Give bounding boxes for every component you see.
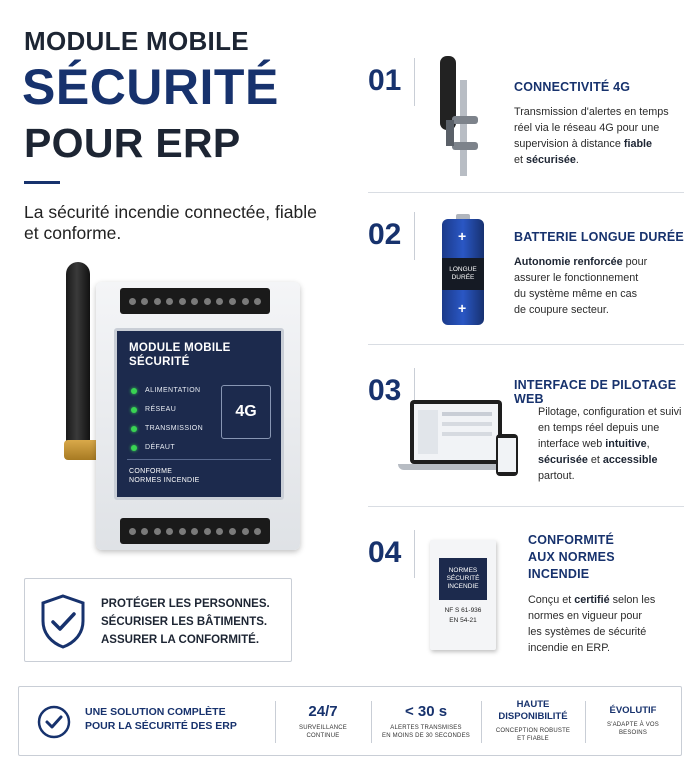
caption-line: S'ADAPTE À VOS	[607, 722, 659, 728]
benefit-value-line-2: DISPONIBILITÉ	[498, 711, 568, 722]
text-line	[514, 136, 684, 152]
check-circle-icon	[37, 705, 71, 739]
feature-number: 03	[368, 374, 402, 407]
indicator-label: TRANSMISSION	[145, 425, 204, 432]
module-device-illustration	[30, 262, 300, 552]
benefit-caption	[382, 724, 470, 740]
text-line: Pilotage, configuration et suivi	[538, 406, 682, 418]
feature-divider	[414, 58, 415, 106]
text-span: interface web	[538, 438, 606, 450]
plus-icon: +	[458, 228, 467, 244]
text-line: partout.	[538, 470, 575, 482]
benefit-caption	[496, 727, 570, 743]
text-line: normes en vigueur pour	[528, 610, 643, 622]
laptop-phone-icon	[398, 400, 522, 482]
text-emphasis: Autonomie renforcée	[514, 256, 623, 268]
feature-title-line-3: INCENDIE	[528, 567, 590, 581]
protect-line-2: SÉCURISER LES BÂTIMENTS.	[101, 616, 268, 628]
status-led-icon	[131, 388, 137, 394]
panel-footer-line-2: NORMES INCENDIE	[129, 477, 200, 484]
feature-title	[528, 532, 615, 583]
feature-number: 02	[368, 218, 402, 251]
indicator-defaut	[131, 444, 175, 451]
indicator-alimentation	[131, 387, 201, 394]
text-span: selon les	[609, 594, 656, 606]
doc-title-line-3: INCENDIE	[447, 583, 479, 590]
shield-check-icon	[39, 593, 87, 649]
benefit-value-line-1: HAUTE	[516, 699, 550, 710]
benefit-caption	[607, 721, 659, 737]
text-span: supervision à distance	[514, 138, 624, 150]
text-span: .	[575, 154, 579, 166]
solution-line-1: UNE SOLUTION COMPLÈTE	[85, 706, 226, 718]
benefit-value: 24/7	[308, 702, 338, 720]
text-emphasis: certifié	[574, 594, 610, 606]
accent-divider	[24, 181, 60, 184]
standards-document-icon	[430, 540, 496, 650]
text-span: Conçu et	[528, 594, 575, 606]
protect-line-1: PROTÉGER LES PERSONNES.	[101, 598, 270, 610]
text-emphasis: accessible	[602, 454, 658, 466]
feature-divider	[414, 530, 415, 578]
text-line: assurer le fonctionnement	[514, 272, 639, 284]
plus-icon: +	[458, 300, 467, 316]
benefit-value: ÉVOLUTIF	[609, 705, 657, 716]
doc-ref-1: NF S 61-936	[444, 607, 482, 614]
benefit-caption	[299, 724, 347, 740]
benefit-24-7	[275, 687, 371, 755]
hero-line-1: MODULE MOBILE	[24, 26, 249, 56]
benefit-evolutive	[585, 687, 681, 755]
caption-line: EN MOINS DE 30 SECONDES	[382, 732, 470, 739]
section-divider	[368, 506, 684, 507]
panel-divider	[127, 459, 271, 460]
hero-subtitle: La sécurité incendie connectée, fiable et conforme.	[24, 202, 317, 243]
caption-line: BESOINS	[618, 730, 648, 736]
text-line	[528, 592, 688, 608]
antenna-mast-icon	[432, 56, 488, 176]
battery-label-1: LONGUE	[449, 266, 477, 273]
feature-description	[514, 104, 684, 168]
hero-line-3: POUR ERP	[24, 120, 241, 166]
feature-divider	[414, 212, 415, 260]
doc-ref-2: EN 54-21	[449, 617, 477, 624]
feature-number: 04	[368, 536, 402, 569]
caption-line: ET FIABLE	[517, 736, 549, 742]
protection-callout	[24, 578, 292, 662]
feature-title: BATTERIE LONGUE DURÉE	[514, 230, 684, 244]
text-line: de coupure secteur.	[514, 304, 609, 316]
antenna-icon	[66, 262, 90, 448]
text-emphasis: sécurisée	[526, 154, 576, 166]
text-line	[538, 452, 688, 468]
text-line: Transmission d'alertes en temps	[514, 106, 669, 118]
caption-line: SURVEILLANCE	[299, 724, 347, 731]
text-line: incendie en ERP.	[528, 642, 611, 654]
feature-number: 01	[368, 64, 402, 97]
text-line	[514, 254, 684, 270]
indicator-transmission	[131, 425, 203, 432]
panel-footer	[129, 467, 200, 485]
panel-title-line-2: SÉCURITÉ	[129, 356, 190, 368]
text-span: pour	[622, 256, 648, 268]
text-line: réel via le réseau 4G pour une	[514, 122, 660, 134]
text-span: et	[587, 454, 603, 466]
section-divider	[368, 344, 684, 345]
benefit-availability	[481, 687, 585, 755]
benefit-value: < 30 s	[404, 702, 448, 720]
battery-label-2: DURÉE	[451, 274, 475, 281]
status-led-icon	[131, 426, 137, 432]
hero-title: SÉCURITÉ	[22, 59, 279, 115]
benefit-30s	[371, 687, 481, 755]
feature-description	[528, 592, 688, 656]
indicator-reseau	[131, 406, 176, 413]
benefits-bar	[18, 686, 682, 756]
solution-line-2: POUR LA SÉCURITÉ DES ERP	[85, 720, 237, 732]
indicator-label: RÉSEAU	[145, 406, 177, 413]
status-led-icon	[131, 407, 137, 413]
text-line: du système même en cas	[514, 288, 638, 300]
device-front-panel	[114, 328, 284, 500]
text-line: les systèmes de sécurité	[528, 626, 647, 638]
battery-icon	[442, 214, 484, 326]
feature-description	[538, 404, 688, 484]
text-span: et	[514, 154, 527, 166]
solution-text	[85, 705, 237, 733]
indicator-label: ALIMENTATION	[145, 387, 201, 394]
caption-line: ALERTES TRANSMISES	[390, 724, 462, 731]
feature-title-line-2: AUX NORMES	[528, 550, 615, 564]
text-line	[514, 152, 684, 168]
badge-4g: 4G	[221, 385, 271, 439]
text-emphasis: sécurisée	[538, 454, 588, 466]
panel-footer-line-1: CONFORME	[129, 468, 173, 475]
section-divider	[368, 192, 684, 193]
terminal-block-top	[120, 288, 270, 314]
terminal-block-bottom	[120, 518, 270, 544]
caption-line: CONTINUE	[306, 732, 340, 739]
protect-line-3: ASSURER LA CONFORMITÉ.	[101, 634, 260, 646]
feature-title: INTERFACE DE PILOTAGE WEB	[514, 378, 677, 406]
text-emphasis: intuitive	[605, 438, 647, 450]
indicator-label: DÉFAUT	[145, 444, 176, 451]
feature-title-line-1: CONFORMITÉ	[528, 533, 615, 547]
feature-description	[514, 254, 684, 318]
doc-title-line-1: NORMES	[448, 567, 478, 574]
text-line: en temps réel depuis une	[538, 422, 660, 434]
feature-title: CONNECTIVITÉ 4G	[514, 80, 631, 94]
text-span: ,	[646, 438, 650, 450]
status-led-icon	[131, 445, 137, 451]
panel-title	[129, 341, 231, 369]
panel-title-line-1: MODULE MOBILE	[129, 342, 231, 354]
text-line	[538, 436, 688, 452]
caption-line: CONCEPTION ROBUSTE	[495, 728, 571, 734]
doc-title-line-2: SÉCURITÉ	[446, 575, 480, 582]
text-emphasis: fiable	[623, 138, 653, 150]
